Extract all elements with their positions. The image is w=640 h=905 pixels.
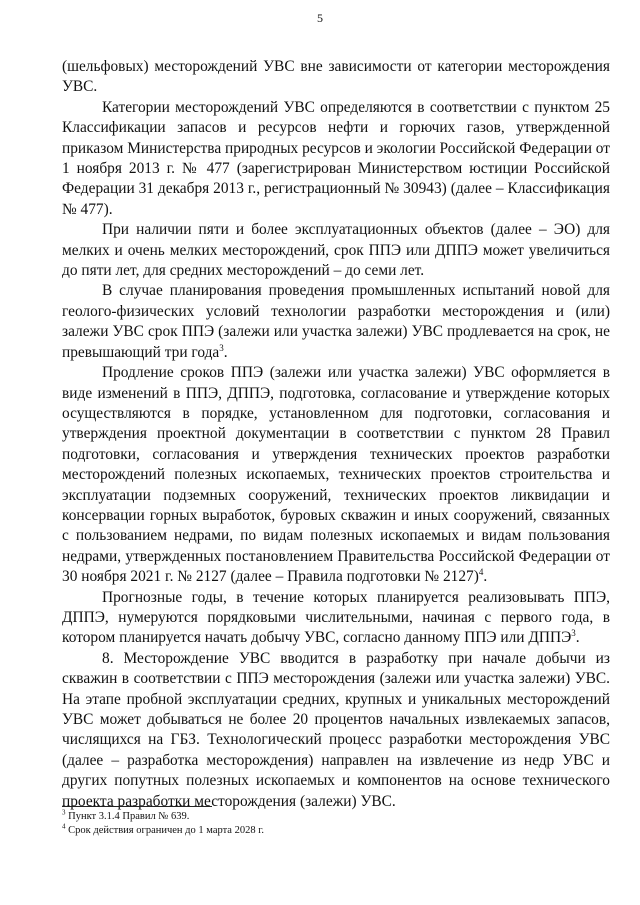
- paragraph: [62, 281, 610, 363]
- paragraph-text: Прогнозные годы, в течение которых планируется реализовывать ППЭ, ДППЭ, нумеруются порядковыми числительными, начиная с первого года, в котором планируется начать добычу УВС, согласно данному ППЭ или ДППЭ: [62, 588, 610, 647]
- footnote-mark: 3: [62, 808, 66, 817]
- footnote-ref[interactable]: 3: [571, 628, 576, 639]
- footnote-ref[interactable]: 4: [478, 567, 484, 578]
- paragraph: [62, 220, 610, 281]
- paragraph: [62, 363, 610, 587]
- paragraph-text: При наличии пяти и более эксплуатационных объектов (далее – ЭО) для мелких и очень мелких месторождений, срок ППЭ или ДППЭ может увеличиться до пяти лет, для средних месторождений – до семи лет.: [62, 221, 610, 280]
- footnote-mark: 4: [62, 822, 66, 831]
- paragraph-tail: .: [483, 568, 488, 586]
- paragraph-text: Продление сроков ППЭ (залежи или участка залежи) УВС оформляется в виде изменений в ППЭ, ДППЭ, подготовка, согласование и утверждение которых осуществляются в порядке, установленном для подготовки, согласования и утверждения проектной документации в соответствии с пунктом 28 Правил подготовки, согласования и утверждения технических проектов разработки месторождений полезных ископаемых, технических проектов строительства и эксплуатации подземных сооружений, технических проектов ликвидации и консервации горных выработок, буровых скважин и иных сооружений, связанных с пользованием недрами, по видам полезных ископаемых и видам пользования недрами, утвержденных постановлением Правительства Российской Федерации от 30 ноября 2021 г. № 2127 (далее – Правила подготовки № 2127): [62, 364, 610, 586]
- footnote: [62, 810, 610, 824]
- paragraph-text: 8. Месторождение УВС вводится в разработку при начале добычи из скважин в соответствии с ППЭ месторождения (залежи или участка залежи) УВС. На этапе пробной эксплуатации средних, крупных и уникальных месторождений УВС может добываться не более 20 процентов начальных извлекаемых запасов, числящихся на ГБЗ. Технологический процесс разработки месторождения УВС (далее – разработка месторождения) направлен на извлечение из недр УВС и других попутных полезных ископаемых и компонентов на основе технического проекта разработки месторождения (залежи) УВС.: [62, 649, 610, 810]
- footnote-divider: [62, 806, 212, 807]
- footnote-ref[interactable]: 3: [219, 342, 224, 353]
- paragraph-tail: .: [575, 629, 580, 647]
- paragraph-text: В случае планирования проведения промышленных испытаний новой для геолого-физических условий технологии разработки месторождения и (или) залежи УВС срок ППЭ (залежи или участка залежи) УВС продлевается на срок, не превышающий три года: [62, 282, 610, 361]
- paragraph: [62, 98, 610, 220]
- footnote: [62, 824, 610, 838]
- paragraph: [62, 649, 610, 812]
- paragraph-tail: .: [223, 343, 228, 361]
- footnote-text: Пункт 3.1.4 Правил № 639.: [68, 811, 190, 822]
- paragraph-text: Категории месторождений УВС определяются в соответствии с пунктом 25 Классификации запасов и ресурсов нефти и горючих газов, утвержденной приказом Министерства природных ресурсов и экологии Российской Федерации от 1 ноября 2013 г. № 477 (зарегистрирован Министерством юстиции Российской Федерации 31 декабря 2013 г., регистрационный № 30943) (далее – Классификация № 477).: [62, 98, 610, 218]
- page-number: 5: [317, 11, 323, 25]
- paragraph: [62, 588, 610, 649]
- document-body: [62, 57, 610, 812]
- paragraph: [62, 57, 610, 98]
- footnote-text: Срок действия ограничен до 1 марта 2028 г.: [68, 825, 264, 836]
- paragraph-text: (шельфовых) месторождений УВС вне зависимости от категории месторождения УВС.: [62, 58, 610, 96]
- footnotes: [62, 810, 610, 838]
